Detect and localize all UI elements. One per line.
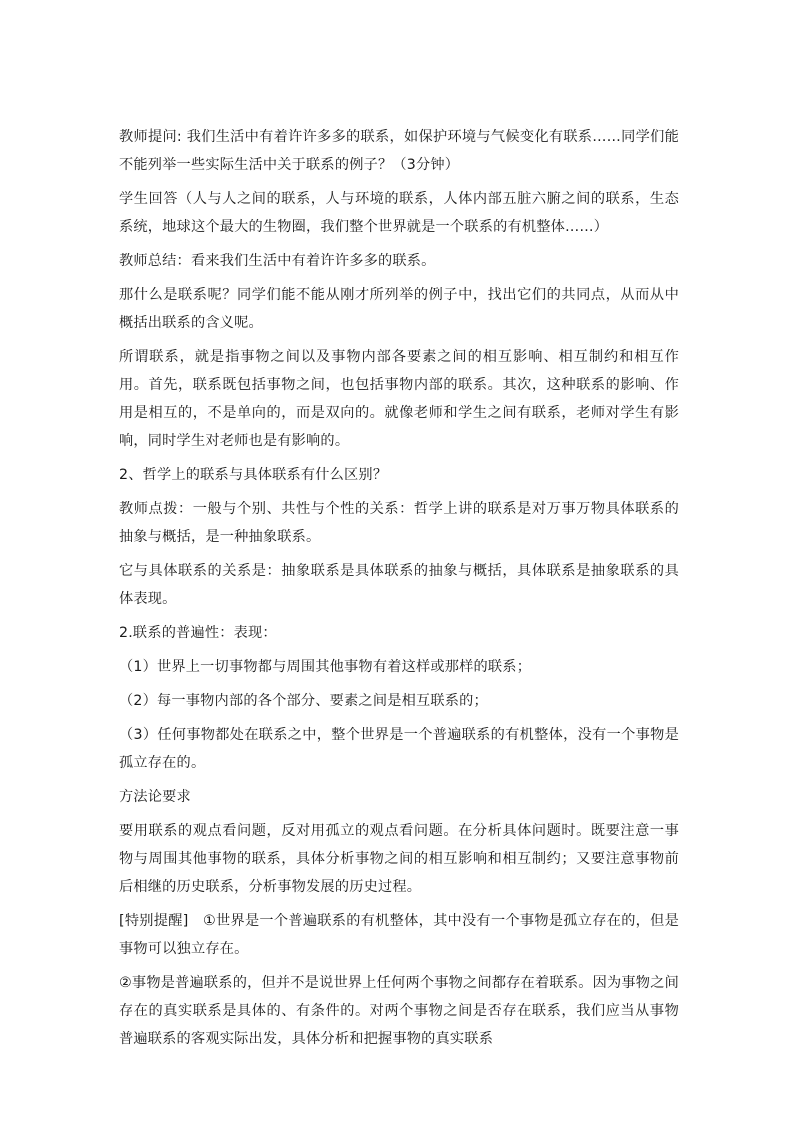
abstract-concrete-relation-paragraph: 它与具体联系的关系是：抽象联系是具体联系的抽象与概括，具体联系是抽象联系的具体表现。 bbox=[119, 563, 679, 607]
document-page bbox=[119, 123, 679, 1059]
student-answer-paragraph: 学生回答（人与人之间的联系，人与环境的联系，人体内部五脏六腑之间的联系，生态系统，地球这个最大的生物圈，我们整个世界就是一个联系的有机整体……） bbox=[119, 191, 679, 235]
universality-point-2: （2）每一事物内部的各个部分、要素之间是相互联系的； bbox=[119, 693, 488, 709]
teacher-summary-paragraph: 教师总结：看来我们生活中有着许许多多的联系。 bbox=[119, 253, 436, 269]
section-heading-philosophy-vs-concrete: 2、哲学上的联系与具体联系有什么区别？ bbox=[119, 467, 388, 483]
special-reminder-paragraph-1: [特别提醒] ①世界是一个普遍联系的有机整体，其中没有一个事物是孤立存在的，但是事物可以独立存在。 bbox=[119, 913, 679, 957]
universality-point-1: （1）世界上一切事物都与周围其他事物有着这样或那样的联系； bbox=[119, 659, 532, 675]
universality-point-3: （3）任何事物都处在联系之中，整个世界是一个普遍联系的有机整体，没有一个事物是孤立存在的。 bbox=[119, 727, 679, 771]
section-heading-universality: 2.联系的普遍性：表现： bbox=[119, 625, 277, 641]
teacher-question-paragraph: 教师提问: 我们生活中有着许许多多的联系，如保护环境与气候变化有联系……同学们能不能列举一些实际生活中关于联系的例子？（3分钟） bbox=[119, 129, 679, 173]
section-heading-methodology: 方法论要求 bbox=[119, 789, 191, 805]
connection-definition-paragraph: 所谓联系，就是指事物之间以及事物内部各要素之间的相互影响、相互制约和相互作用。首先，联系既包括事物之间，也包括事物内部的联系。其次，这种联系的影响、作用是相互的，不是单向的，而是双向的。就像老师和学生之间有联系，老师对学生有影响，同时学生对老师也是有影响的。 bbox=[119, 349, 679, 449]
what-is-connection-paragraph: 那什么是联系呢？同学们能不能从刚才所列举的例子中，找出它们的共同点，从而从中概括出联系的含义呢。 bbox=[119, 287, 679, 331]
special-reminder-paragraph-2: ②事物是普遍联系的，但并不是说世界上任何两个事物之间都存在着联系。因为事物之间存在的真实联系是具体的、有条件的。对两个事物之间是否存在联系，我们应当从事物普遍联系的客观实际出发，具体分析和把握事物的真实联系 bbox=[119, 975, 679, 1047]
teacher-guidance-paragraph: 教师点拨：一般与个别、共性与个性的关系：哲学上讲的联系是对万事万物具体联系的抽象与概括，是一种抽象联系。 bbox=[119, 501, 679, 545]
methodology-paragraph: 要用联系的观点看问题，反对用孤立的观点看问题。在分析具体问题时。既要注意一事物与周围其他事物的联系，具体分析事物之间的相互影响和相互制约；又要注意事物前后相继的历史联系，分析事物发展的历史过程。 bbox=[119, 823, 679, 895]
